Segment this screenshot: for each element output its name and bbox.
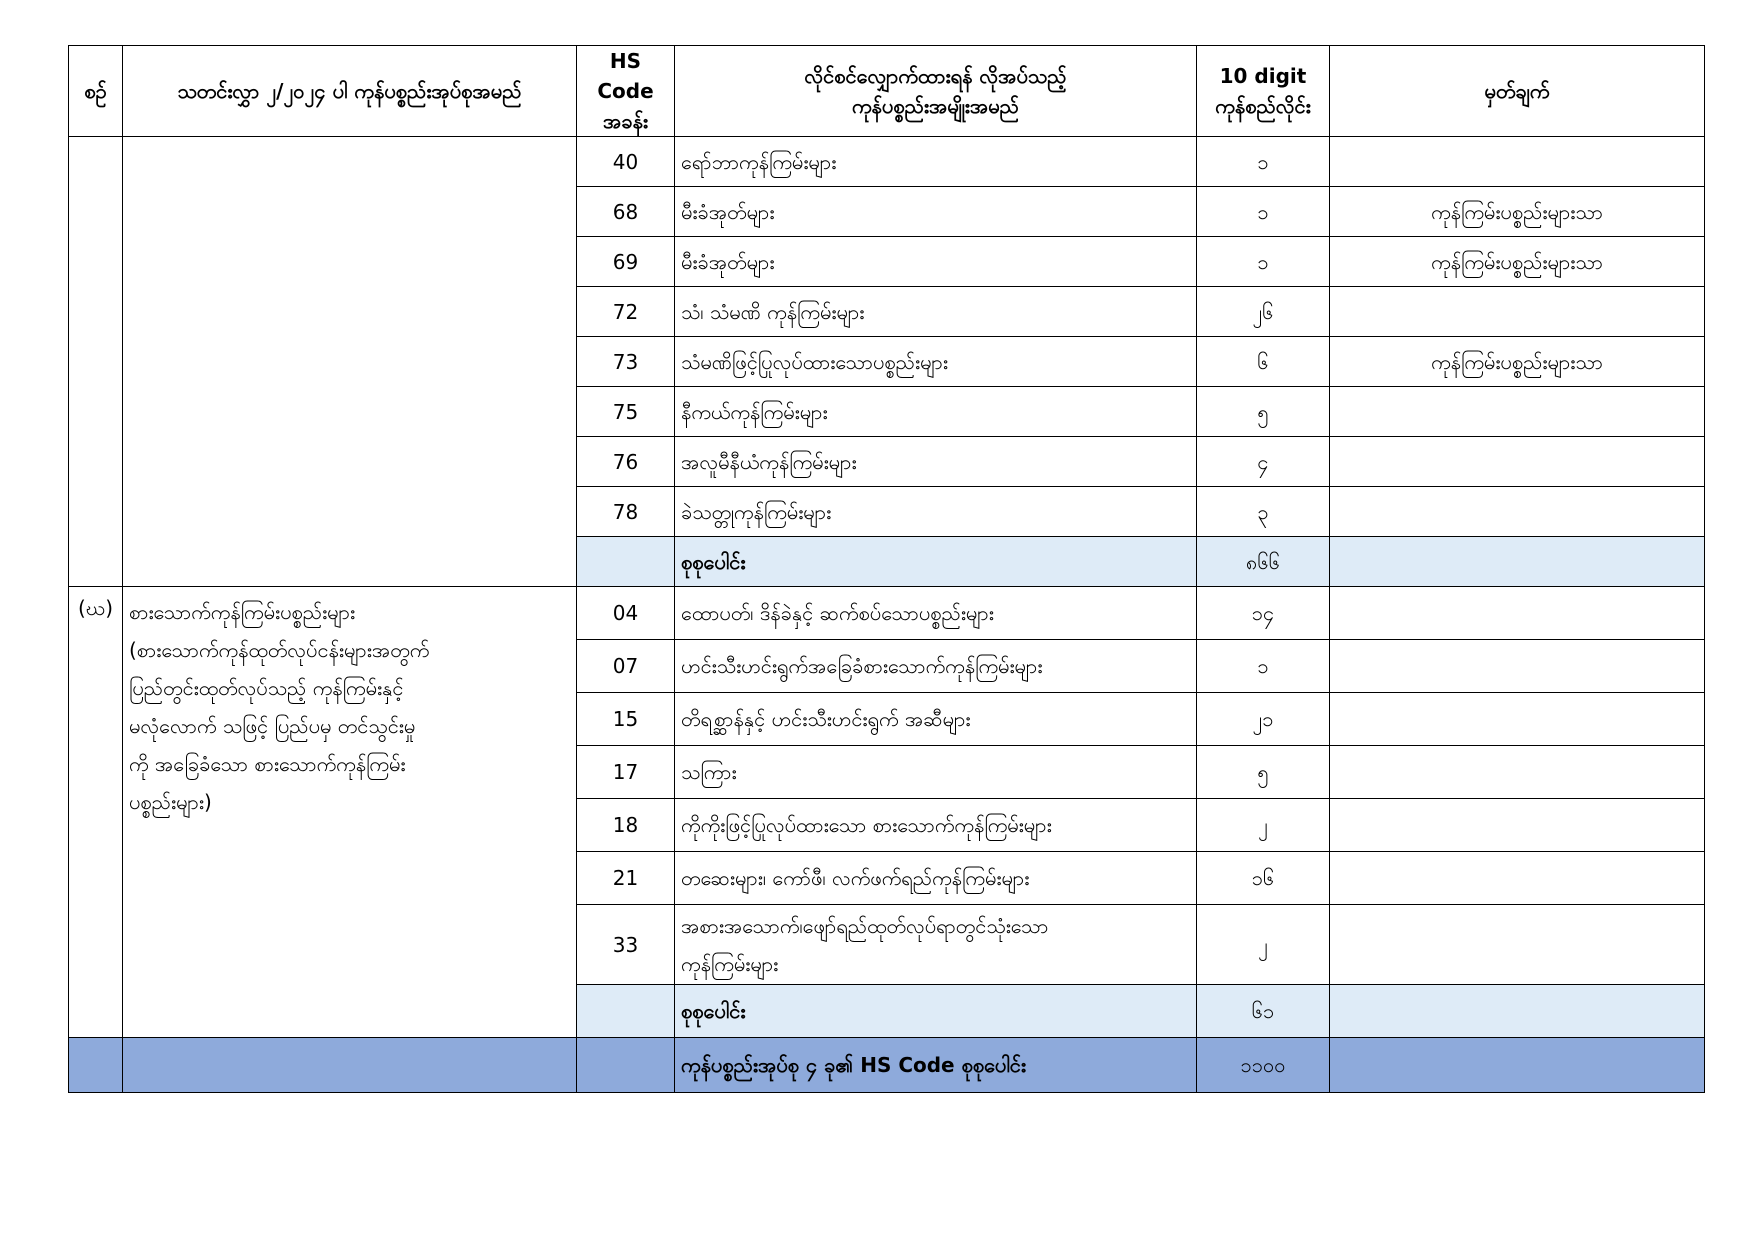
hs-code-cell: 72: [577, 287, 675, 337]
subtotal-label: စုစုပေါင်း: [675, 537, 1197, 587]
hs-code-cell: 21: [577, 852, 675, 905]
line-count-cell: ၁: [1197, 137, 1330, 187]
grand-no-cell: [69, 1038, 123, 1093]
header-hs-code: [577, 46, 675, 137]
table-row: [69, 587, 1705, 640]
item-name-line1: အစားအသောက်၊ဖျော်ရည်ထုတ်လုပ်ရာတွင်သုံးသော: [681, 913, 1049, 938]
hs-code-cell: 07: [577, 640, 675, 693]
item-name-cell: တဆေးများ၊ ကော်ဖီ၊ လက်ဖက်ရည်ကုန်ကြမ်းများ: [675, 852, 1197, 905]
section2-group-cell: [123, 587, 577, 1038]
hs-code-cell: 40: [577, 137, 675, 187]
item-name-cell: သံ၊ သံမဏိ ကုန်ကြမ်းများ: [675, 287, 1197, 337]
item-name-cell: ထောပတ်၊ ဒိန်ခဲနှင့် ဆက်စပ်သောပစ္စည်းများ: [675, 587, 1197, 640]
subtotal-value: ၆၁: [1197, 985, 1330, 1038]
remark-cell: [1330, 587, 1705, 640]
line-count-cell: ၁၆: [1197, 852, 1330, 905]
remark-cell: [1330, 437, 1705, 487]
header-digit-line1: 10 digit: [1219, 64, 1307, 88]
hs-code-cell: 75: [577, 387, 675, 437]
line-count-cell: ၂: [1197, 799, 1330, 852]
remark-cell: ကုန်ကြမ်းပစ္စည်းများသာ: [1330, 237, 1705, 287]
item-name-cell: ရော်ဘာကုန်ကြမ်းများ: [675, 137, 1197, 187]
line-count-cell: ၁၄: [1197, 587, 1330, 640]
item-name-cell: အလူမီနီယံကုန်ကြမ်းများ: [675, 437, 1197, 487]
item-name-cell: နီကယ်ကုန်ကြမ်းများ: [675, 387, 1197, 437]
grand-group-cell: [123, 1038, 577, 1093]
header-hs-line2: အခန်း: [602, 109, 649, 133]
remark-cell: [1330, 640, 1705, 693]
hs-code-cell: 17: [577, 746, 675, 799]
hs-code-cell: 76: [577, 437, 675, 487]
remark-cell: [1330, 905, 1705, 985]
header-name-line1: လိုင်စင်လျှောက်ထားရန် လိုအပ်သည့်: [804, 64, 1067, 88]
remark-cell: [1330, 137, 1705, 187]
hs-code-cell: 68: [577, 187, 675, 237]
grand-hs-cell: [577, 1038, 675, 1093]
line-count-cell: ၆: [1197, 337, 1330, 387]
remark-cell: [1330, 746, 1705, 799]
line-count-cell: ၁: [1197, 237, 1330, 287]
line-count-cell: ၃: [1197, 487, 1330, 537]
item-name-cell: သံမဏိဖြင့်ပြုလုပ်ထားသောပစ္စည်းများ: [675, 337, 1197, 387]
section2-no: (ဃ): [69, 587, 123, 1038]
section2-desc-line: ပစ္စည်းများ): [129, 790, 212, 814]
item-name-line2: ကုန်ကြမ်းများ: [681, 951, 779, 976]
line-count-cell: ၁: [1197, 187, 1330, 237]
section2-desc-line: (စားသောက်ကုန်ထုတ်လုပ်ငန်းများအတွက်: [129, 638, 430, 662]
item-name-cell: မီးခံအုတ်များ: [675, 237, 1197, 287]
remark-cell: [1330, 852, 1705, 905]
line-count-cell: ၅: [1197, 746, 1330, 799]
grand-total-label: ကုန်ပစ္စည်းအုပ်စု ၄ ခု၏ HS Code စုစုပေါင်း: [675, 1038, 1197, 1093]
item-name-cell: တိရစ္ဆာန်နှင့် ဟင်းသီးဟင်းရွက် အဆီများ: [675, 693, 1197, 746]
line-count-cell: ၅: [1197, 387, 1330, 437]
header-remark: မှတ်ချက်: [1330, 46, 1705, 137]
section1-no-cell: [69, 137, 123, 587]
line-count-cell: ၁: [1197, 640, 1330, 693]
header-group-name: သတင်းလွှာ ၂/၂၀၂၄ ပါ ကုန်ပစ္စည်းအုပ်စုအမည်: [123, 46, 577, 137]
item-name-cell: ကိုကိုးဖြင့်ပြုလုပ်ထားသော စားသောက်ကုန်ကြမ်းများ: [675, 799, 1197, 852]
hs-code-cell: 04: [577, 587, 675, 640]
item-name-cell: [675, 905, 1197, 985]
subtotal-remark-cell: [1330, 537, 1705, 587]
header-digit-line2: ကုန်စည်လိုင်း: [1215, 94, 1311, 118]
hs-code-cell: 15: [577, 693, 675, 746]
subtotal-hs-cell: [577, 537, 675, 587]
item-name-cell: ဟင်းသီးဟင်းရွက်အခြေခံစားသောက်ကုန်ကြမ်းများ: [675, 640, 1197, 693]
hs-code-cell: 18: [577, 799, 675, 852]
subtotal-remark-cell: [1330, 985, 1705, 1038]
header-name-line2: ကုန်ပစ္စည်းအမျိုးအမည်: [851, 94, 1019, 118]
subtotal-label: စုစုပေါင်း: [675, 985, 1197, 1038]
line-count-cell: ၂၁: [1197, 693, 1330, 746]
remark-cell: [1330, 387, 1705, 437]
section2-group-title: စားသောက်ကုန်ကြမ်းပစ္စည်းများ: [129, 600, 356, 624]
header-row: [69, 46, 1705, 137]
remark-cell: ကုန်ကြမ်းပစ္စည်းများသာ: [1330, 337, 1705, 387]
grand-remark-cell: [1330, 1038, 1705, 1093]
section1-group-cell: [123, 137, 577, 587]
header-digit-lines: [1197, 46, 1330, 137]
hs-code-cell: 69: [577, 237, 675, 287]
item-name-cell: သကြား: [675, 746, 1197, 799]
table-row: [69, 137, 1705, 187]
remark-cell: [1330, 487, 1705, 537]
hs-code-cell: 73: [577, 337, 675, 387]
section2-desc-line: ပြည်တွင်းထုတ်လုပ်သည့် ကုန်ကြမ်းနှင့်: [129, 676, 404, 700]
line-count-cell: ၄: [1197, 437, 1330, 487]
header-item-name: [675, 46, 1197, 137]
section2-desc-line: မလုံလောက် သဖြင့် ပြည်ပမှ တင်သွင်းမှု: [129, 714, 416, 738]
hs-code-table: [68, 45, 1705, 1093]
line-count-cell: ၂၆: [1197, 287, 1330, 337]
header-no: စဉ်: [69, 46, 123, 137]
section2-desc-line: ကို အခြေခံသော စားသောက်ကုန်ကြမ်း: [129, 752, 406, 776]
header-hs-line1: HS Code: [597, 49, 654, 103]
remark-cell: ကုန်ကြမ်းပစ္စည်းများသာ: [1330, 187, 1705, 237]
subtotal-value: ၈၆၆: [1197, 537, 1330, 587]
item-name-cell: မီးခံအုတ်များ: [675, 187, 1197, 237]
line-count-cell: ၂: [1197, 905, 1330, 985]
remark-cell: [1330, 287, 1705, 337]
remark-cell: [1330, 799, 1705, 852]
grand-total-row: [69, 1038, 1705, 1093]
remark-cell: [1330, 693, 1705, 746]
hs-code-cell: 78: [577, 487, 675, 537]
hs-code-cell: 33: [577, 905, 675, 985]
grand-total-value: ၁၁၀၀: [1197, 1038, 1330, 1093]
item-name-cell: ခဲသတ္တုကုန်ကြမ်းများ: [675, 487, 1197, 537]
subtotal-hs-cell: [577, 985, 675, 1038]
